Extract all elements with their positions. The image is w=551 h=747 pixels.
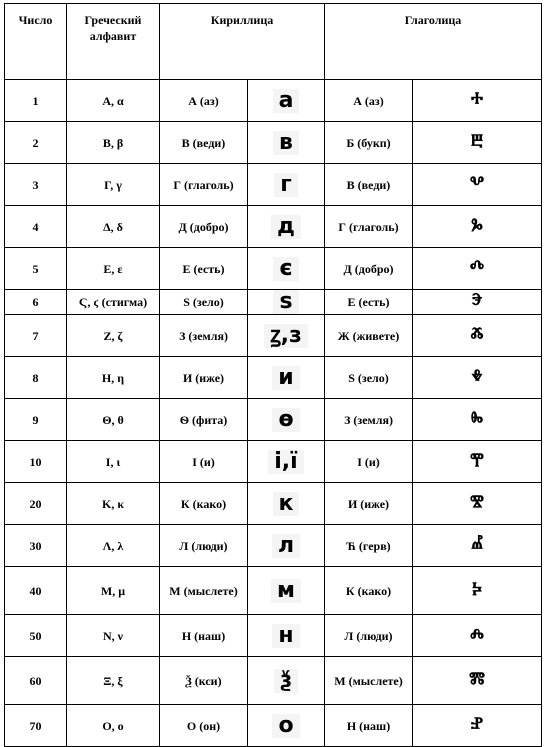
number-cell: 40 xyxy=(5,567,67,615)
cyrillic-glyph-cell xyxy=(248,357,325,399)
table-row xyxy=(5,80,542,122)
number-cell: 3 xyxy=(5,164,67,206)
glagolitic-glyph-cell: ⱀ xyxy=(413,705,542,747)
cyrillic-name-cell: А (аз) xyxy=(160,80,248,122)
glagolitic-glyph-cell: ⰵ xyxy=(413,290,542,315)
glagolitic-glyph-cell: ⰴ xyxy=(413,248,542,290)
cyrillic-glyph: д xyxy=(271,215,301,239)
cyrillic-name-cell: Н (наш) xyxy=(160,615,248,657)
glagolitic-name-cell: К (како) xyxy=(325,567,413,615)
cyrillic-glyph-cell xyxy=(248,206,325,248)
number-cell: 20 xyxy=(5,483,67,525)
glagolitic-name-cell: I (и) xyxy=(325,441,413,483)
cyrillic-glyph-cell xyxy=(248,525,325,567)
glagolitic-name-cell: Л (люди) xyxy=(325,615,413,657)
header-greek: Греческий алфавит xyxy=(67,4,160,80)
greek-letter-cell: Δ, δ xyxy=(67,206,160,248)
greek-letter-cell: Η, η xyxy=(67,357,160,399)
cyrillic-glyph-cell xyxy=(248,80,325,122)
table-row xyxy=(5,615,542,657)
glagolitic-glyph-cell: ⰹ xyxy=(413,441,542,483)
cyrillic-glyph: в xyxy=(273,131,299,155)
number-cell: 30 xyxy=(5,525,67,567)
greek-letter-cell: Μ, μ xyxy=(67,567,160,615)
cyrillic-name-cell: Ѳ (фита) xyxy=(160,399,248,441)
glagolitic-name-cell: А (аз) xyxy=(325,80,413,122)
cyrillic-glyph-cell xyxy=(248,441,325,483)
table-row xyxy=(5,441,542,483)
cyrillic-name-cell: Ѯ (кси) xyxy=(160,657,248,705)
table-row xyxy=(5,357,542,399)
header-glagolitic: Глаголица xyxy=(325,4,542,80)
glagolitic-glyph-cell: ⰲ xyxy=(413,164,542,206)
greek-letter-cell: Θ, θ xyxy=(67,399,160,441)
cyrillic-name-cell: О (он) xyxy=(160,705,248,747)
cyrillic-glyph: ѳ xyxy=(272,408,299,432)
glagolitic-glyph-cell: ⰺ xyxy=(413,483,542,525)
cyrillic-glyph-cell xyxy=(248,615,325,657)
number-cell: 70 xyxy=(5,705,67,747)
number-cell: 7 xyxy=(5,315,67,357)
glagolitic-name-cell: Б (букп) xyxy=(325,122,413,164)
table-row xyxy=(5,483,542,525)
table-row xyxy=(5,315,542,357)
glagolitic-glyph-cell: ⰿ xyxy=(413,657,542,705)
glagolitic-name-cell: Г (глаголь) xyxy=(325,206,413,248)
number-cell: 5 xyxy=(5,248,67,290)
glagolitic-glyph-cell: ⰼ xyxy=(413,525,542,567)
greek-letter-cell: Ο, ο xyxy=(67,705,160,747)
cyrillic-glyph-cell xyxy=(248,164,325,206)
header-row xyxy=(5,4,542,80)
glagolitic-glyph-cell: ⰾ xyxy=(413,615,542,657)
number-cell: 8 xyxy=(5,357,67,399)
cyrillic-glyph-cell xyxy=(248,315,325,357)
glagolitic-glyph-cell: ⰶ xyxy=(413,315,542,357)
greek-letter-cell: Ϛ, ϛ (стигма) xyxy=(67,290,160,315)
greek-letter-cell: Ζ, ζ xyxy=(67,315,160,357)
greek-letter-cell: Γ, γ xyxy=(67,164,160,206)
glagolitic-name-cell: Е (есть) xyxy=(325,290,413,315)
cyrillic-name-cell: М (мыслете) xyxy=(160,567,248,615)
table-row xyxy=(5,705,542,747)
glagolitic-glyph-cell: ⰳ xyxy=(413,206,542,248)
cyrillic-glyph: и xyxy=(272,366,299,390)
number-cell: 10 xyxy=(5,441,67,483)
cyrillic-glyph-cell xyxy=(248,290,325,315)
glagolitic-name-cell: З (земля) xyxy=(325,399,413,441)
cyrillic-glyph: і,ї xyxy=(268,450,303,474)
table-row xyxy=(5,206,542,248)
glagolitic-glyph-cell: ⰰ xyxy=(413,80,542,122)
glagolitic-glyph-cell: ⰸ xyxy=(413,399,542,441)
number-cell: 2 xyxy=(5,122,67,164)
cyrillic-name-cell: И (иже) xyxy=(160,357,248,399)
greek-letter-cell: Β, β xyxy=(67,122,160,164)
cyrillic-name-cell: Д (добро) xyxy=(160,206,248,248)
table-row xyxy=(5,567,542,615)
cyrillic-name-cell: Г (глаголь) xyxy=(160,164,248,206)
cyrillic-glyph: к xyxy=(273,492,300,516)
cyrillic-glyph: л xyxy=(272,534,300,558)
header-number: Число xyxy=(5,4,67,80)
cyrillic-glyph-cell xyxy=(248,248,325,290)
greek-letter-cell: Ι, ι xyxy=(67,441,160,483)
greek-letter-cell: Α, α xyxy=(67,80,160,122)
glagolitic-name-cell: Ћ (герв) xyxy=(325,525,413,567)
number-cell: 9 xyxy=(5,399,67,441)
cyrillic-glyph-cell xyxy=(248,657,325,705)
cyrillic-glyph: є xyxy=(273,257,298,281)
cyrillic-glyph-cell xyxy=(248,122,325,164)
glagolitic-name-cell: Н (наш) xyxy=(325,705,413,747)
glagolitic-glyph-cell: ⰽ xyxy=(413,567,542,615)
table-row xyxy=(5,122,542,164)
header-cyrillic: Кириллица xyxy=(160,4,325,80)
glagolitic-name-cell: М (мыслете) xyxy=(325,657,413,705)
cyrillic-name-cell: S (зело) xyxy=(160,290,248,315)
glagolitic-glyph-cell: ⰷ xyxy=(413,357,542,399)
cyrillic-name-cell: I (и) xyxy=(160,441,248,483)
table-row xyxy=(5,399,542,441)
glagolitic-name-cell: Д (добро) xyxy=(325,248,413,290)
table-row xyxy=(5,657,542,705)
cyrillic-glyph: ѕ xyxy=(273,290,298,314)
number-cell: 50 xyxy=(5,615,67,657)
cyrillic-glyph-cell xyxy=(248,399,325,441)
cyrillic-name-cell: В (веди) xyxy=(160,122,248,164)
greek-letter-cell: Κ, κ xyxy=(67,483,160,525)
table-row xyxy=(5,248,542,290)
cyrillic-glyph: м xyxy=(271,579,301,603)
greek-letter-cell: Λ, λ xyxy=(67,525,160,567)
glagolitic-name-cell: И (иже) xyxy=(325,483,413,525)
glagolitic-glyph-cell: ⰱ xyxy=(413,122,542,164)
cyrillic-glyph: г xyxy=(274,173,298,197)
greek-letter-cell: Ε, ε xyxy=(67,248,160,290)
glagolitic-name-cell: Ж (живете) xyxy=(325,315,413,357)
cyrillic-glyph-cell xyxy=(248,567,325,615)
cyrillic-glyph: о xyxy=(272,714,299,738)
cyrillic-glyph: а xyxy=(273,89,300,113)
greek-letter-cell: Ξ, ξ xyxy=(67,657,160,705)
greek-letter-cell: Ν, ν xyxy=(67,615,160,657)
cyrillic-glyph-cell xyxy=(248,483,325,525)
number-cell: 6 xyxy=(5,290,67,315)
cyrillic-name-cell: З (земля) xyxy=(160,315,248,357)
cyrillic-glyph-cell xyxy=(248,705,325,747)
number-cell: 60 xyxy=(5,657,67,705)
table-row xyxy=(5,525,542,567)
table-row xyxy=(5,164,542,206)
numeral-alphabet-table xyxy=(4,3,542,747)
cyrillic-name-cell: К (како) xyxy=(160,483,248,525)
cyrillic-name-cell: Е (есть) xyxy=(160,248,248,290)
number-cell: 4 xyxy=(5,206,67,248)
cyrillic-glyph: ꙁ,з xyxy=(264,324,308,348)
cyrillic-glyph: н xyxy=(272,624,299,648)
cyrillic-glyph: ѯ xyxy=(274,669,298,693)
glagolitic-name-cell: S (зело) xyxy=(325,357,413,399)
table-row xyxy=(5,290,542,315)
number-cell: 1 xyxy=(5,80,67,122)
glagolitic-name-cell: В (веди) xyxy=(325,164,413,206)
cyrillic-name-cell: Л (люди) xyxy=(160,525,248,567)
alphabet-table-container xyxy=(4,3,542,747)
